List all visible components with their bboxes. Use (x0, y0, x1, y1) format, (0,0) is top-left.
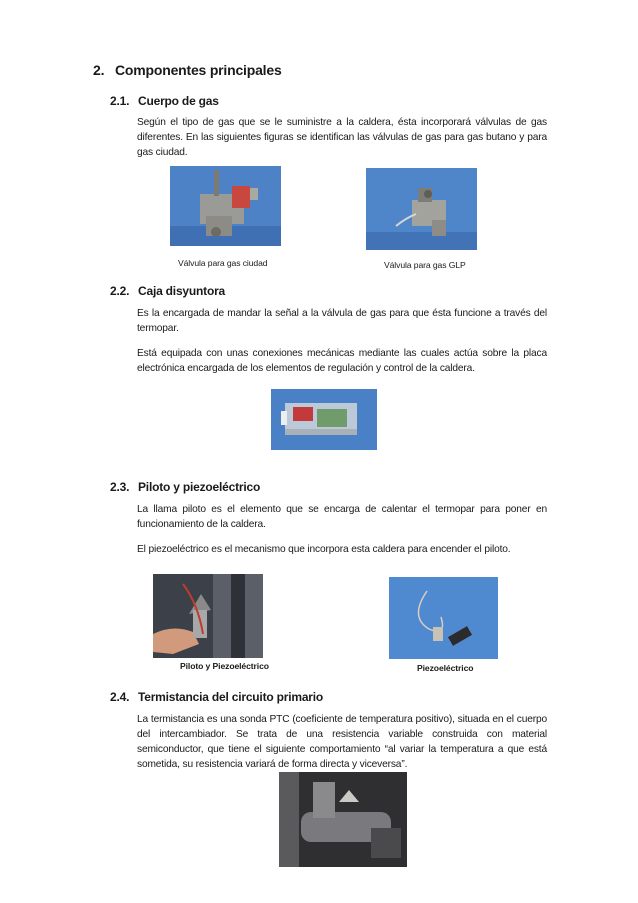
section-heading (93, 62, 282, 78)
caption-valvula-gas-glp: Válvula para gas GLP (384, 260, 466, 270)
subsection-title: Caja disyuntora (138, 284, 226, 298)
photo-valvula-gas-glp (366, 168, 477, 250)
paragraph-piloto-1: La llama piloto es el elemento que se encarga de calentar el termopar para poner en funcionamiento de la caldera. (137, 504, 547, 530)
section-number: 2. (93, 62, 105, 78)
paragraph-termistancia: La termistancia es una sonda PTC (coeficiente de temperatura positivo), situada en el cuerpo del intercambiador. Se trata de una resistencia variable construida con material semiconductor, que tiene el siguiente comportamiento “al variar la temperatura a que está sometida, su resistencia variará de forma directa y viceversa”. (137, 714, 547, 770)
subsection-heading-2-2 (110, 284, 225, 298)
paragraph-piloto-2: El piezoeléctrico es el mecanismo que incorpora esta caldera para encender el piloto. (137, 544, 511, 555)
photo-piloto-piezoelectrico (153, 574, 263, 658)
subsection-heading-2-1 (110, 94, 219, 108)
paragraph-caja-disyuntora-2: Está equipada con unas conexiones mecánicas mediante las cuales actúa sobre la placa electrónica encargada de los elementos de regulación y control de la caldera. (137, 348, 547, 374)
caption-valvula-gas-ciudad: Válvula para gas ciudad (178, 258, 268, 268)
photo-caja-disyuntora (271, 389, 377, 450)
subsection-heading-2-4 (110, 690, 323, 704)
subsection-number: 2.2. (110, 284, 130, 298)
caption-piezoelectrico: Piezoeléctrico (417, 663, 474, 673)
photo-termistancia (279, 772, 407, 867)
subsection-number: 2.1. (110, 94, 130, 108)
paragraph-caja-disyuntora-1: Es la encargada de mandar la señal a la válvula de gas para que ésta funcione a través del termopar. (137, 308, 547, 334)
paragraph-cuerpo-gas: Según el tipo de gas que se le suministre a la caldera, ésta incorporará válvulas de gas diferentes. En las siguientes figuras se identifican las válvulas de gas para gas butano y para gas ciudad. (137, 117, 547, 158)
subsection-title: Cuerpo de gas (138, 94, 219, 108)
subsection-title: Termistancia del circuito primario (138, 690, 324, 704)
subsection-number: 2.4. (110, 690, 130, 704)
caption-piloto-piezoelectrico: Piloto y Piezoeléctrico (180, 661, 269, 671)
photo-piezoelectrico (389, 577, 498, 659)
section-title: Componentes principales (115, 62, 282, 78)
subsection-heading-2-3 (110, 480, 260, 494)
photo-valvula-gas-ciudad (170, 166, 281, 246)
subsection-title: Piloto y piezoeléctrico (138, 480, 261, 494)
subsection-number: 2.3. (110, 480, 130, 494)
